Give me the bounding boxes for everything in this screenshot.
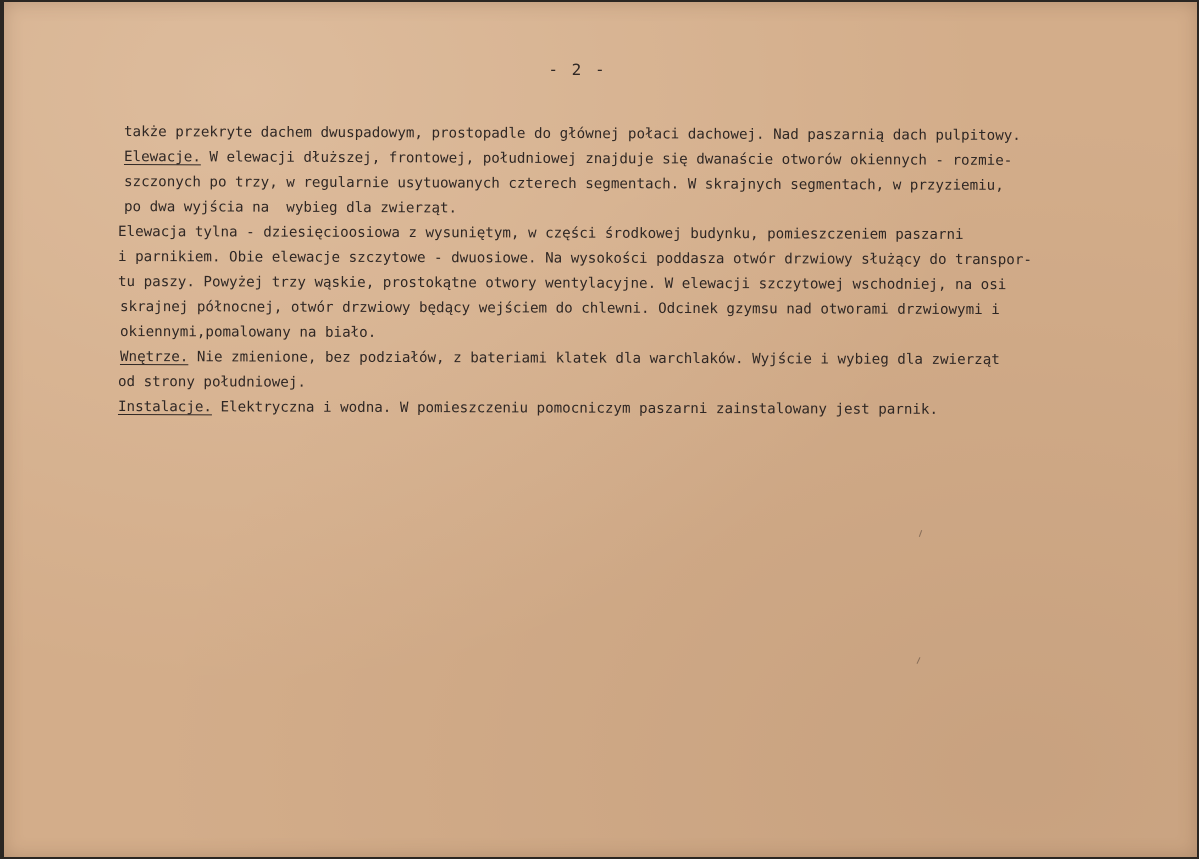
text-line [118, 245, 1178, 274]
text-line [118, 220, 1178, 249]
text-line [118, 395, 1178, 424]
text-line [120, 345, 1180, 374]
line-text: W elewacji dłuższej, frontowej, południowej znajduje się dwanaście otworów okiennych - rozmie- [200, 149, 1013, 169]
page-number: - 2 - [548, 60, 607, 79]
line-text: i parnikiem. Obie elewacje szczytowe - dwuosiowe. Na wysokości poddasza otwór drzwiowy służący do transpor- [117, 249, 1032, 269]
line-text: skrajnej północnej, otwór drzwiowy będący wejściem do chlewni. Odcinek gzymsu nad otworami drzwiowymi i [119, 299, 1000, 319]
text-line [118, 270, 1178, 299]
text-line [118, 370, 1178, 399]
section-heading-elewacje: Elewacje. [123, 149, 201, 166]
line-text: od strony południowej. [117, 374, 306, 391]
paper-speck [917, 657, 921, 664]
line-text: Nie zmienione, bez podziałów, z bateriami klatek dla warchlaków. Wyjście i wybieg dla zwierząt [188, 349, 1000, 369]
document-page [4, 2, 1197, 857]
paper-speck [919, 530, 922, 537]
line-text: po dwa wyjścia na wybieg dla zwierząt. [123, 199, 458, 217]
line-text: także przekryte dachem dwuspadowym, prostopadle do głównej połaci dachowej. Nad paszarnią dach pulpitowy. [123, 124, 1021, 144]
line-text: Elektryczna i wodna. W pomieszczeniu pomocniczym paszarni zainstalowany jest parnik. [211, 399, 939, 418]
section-heading-wnetrze: Wnętrze. [119, 349, 189, 366]
text-line [120, 295, 1180, 324]
line-text: okiennymi,pomalowany na biało. [119, 324, 377, 341]
line-text: Elewacja tylna - dziesięcioosiowa z wysuniętym, w części środkowej budynku, pomieszczeniem paszarni [117, 224, 964, 243]
text-line [120, 320, 1180, 349]
document-body [118, 120, 1178, 420]
section-heading-instalacje: Instalacje. [117, 399, 212, 416]
line-text: tu paszy. Powyżej trzy wąskie, prostokątne otwory wentylacyjne. W elewacji szczytowej wschodniej, na osi [117, 274, 1007, 294]
line-text: szczonych po trzy, w regularnie usytuowanych czterech segmentach. W skrajnych segmentach, w przyziemiu, [123, 174, 1004, 194]
